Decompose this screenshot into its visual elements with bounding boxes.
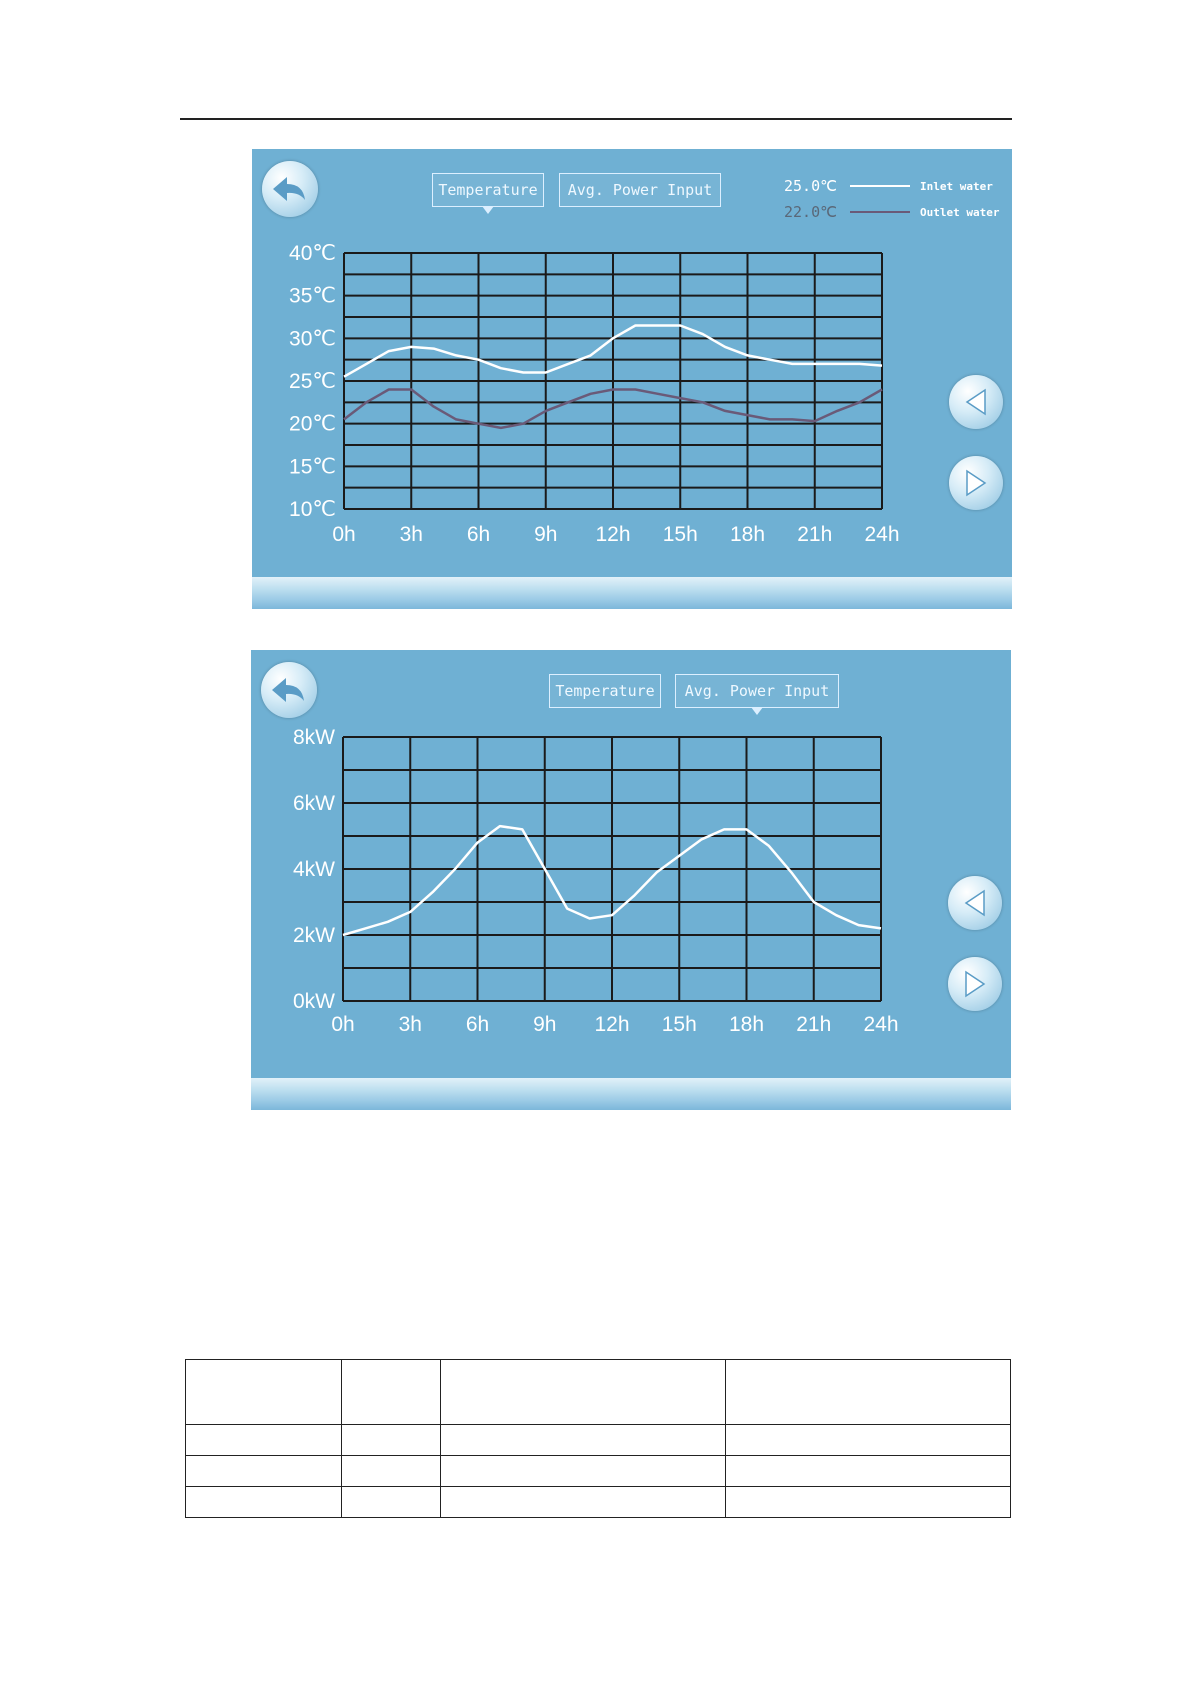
y-tick-label: 20℃ <box>289 412 336 436</box>
document-table <box>185 1359 1011 1518</box>
x-tick-label: 9h <box>533 1013 557 1036</box>
x-tick-label: 6h <box>466 523 491 546</box>
table-cell <box>186 1487 342 1518</box>
x-tick-label: 21h <box>797 523 833 546</box>
y-tick-label: 2kW <box>293 924 335 947</box>
table-cell <box>186 1425 342 1456</box>
water-footer <box>251 1078 1011 1110</box>
table-header-row <box>186 1360 1011 1425</box>
table-cell <box>186 1456 342 1487</box>
power-screen <box>251 650 1011 1110</box>
table-cell <box>440 1487 726 1518</box>
triangle-left-icon[interactable] <box>949 375 1003 429</box>
y-tick-label: 0kW <box>293 990 335 1013</box>
table-cell <box>341 1487 440 1518</box>
table-cell <box>186 1360 342 1425</box>
outlet-water-label: Outlet water <box>920 205 1000 219</box>
table-cell <box>440 1425 726 1456</box>
table-cell <box>341 1456 440 1487</box>
y-tick-label: 8kW <box>293 726 335 749</box>
y-tick-label: 10℃ <box>289 498 336 521</box>
tab-avg-power-input[interactable]: Avg. Power Input <box>675 674 839 708</box>
table-cell <box>341 1360 440 1425</box>
y-tick-label: 6kW <box>293 792 335 815</box>
table-cell <box>726 1456 1011 1487</box>
temperature-screen <box>252 149 1012 609</box>
triangle-left-icon[interactable] <box>948 876 1002 930</box>
table-cell <box>440 1360 726 1425</box>
table-cell <box>726 1360 1011 1425</box>
table-row <box>186 1487 1011 1518</box>
x-tick-label: 3h <box>399 523 423 546</box>
x-tick-label: 0h <box>331 1013 355 1036</box>
x-tick-label: 12h <box>594 1013 630 1036</box>
x-tick-label: 24h <box>863 1013 899 1036</box>
table-cell <box>726 1425 1011 1456</box>
tab-temperature[interactable]: Temperature <box>549 674 661 708</box>
power-chart <box>251 650 1011 1110</box>
triangle-right-icon[interactable] <box>948 957 1002 1011</box>
table-row <box>186 1456 1011 1487</box>
table-cell <box>726 1487 1011 1518</box>
x-tick-label: 9h <box>534 523 558 546</box>
x-tick-label: 12h <box>595 523 631 546</box>
x-tick-label: 0h <box>332 523 356 546</box>
inlet-water-value: 25.0℃ <box>784 177 837 195</box>
table-cell <box>341 1425 440 1456</box>
tab-temperature[interactable]: Temperature <box>432 173 544 207</box>
tab-avg-power-input[interactable]: Avg. Power Input <box>559 173 721 207</box>
x-tick-label: 6h <box>465 1013 490 1036</box>
table-cell <box>440 1456 726 1487</box>
y-tick-label: 25℃ <box>289 370 336 393</box>
y-tick-label: 15℃ <box>289 455 336 479</box>
x-tick-label: 18h <box>729 523 766 546</box>
x-tick-label: 15h <box>661 1013 697 1036</box>
triangle-right-icon[interactable] <box>949 456 1003 510</box>
y-tick-label: 30℃ <box>289 327 336 351</box>
x-tick-label: 15h <box>662 523 698 546</box>
y-tick-label: 35℃ <box>289 284 336 308</box>
x-tick-label: 24h <box>864 523 900 546</box>
x-tick-label: 3h <box>398 1013 422 1036</box>
table-row <box>186 1425 1011 1456</box>
y-tick-label: 40℃ <box>289 242 336 265</box>
x-tick-label: 18h <box>728 1013 765 1036</box>
y-tick-label: 4kW <box>293 858 335 881</box>
page-header-rule <box>180 118 1012 120</box>
water-footer <box>252 577 1012 609</box>
outlet-water-value: 22.0℃ <box>784 203 837 221</box>
inlet-water-label: Inlet water <box>920 179 993 193</box>
x-tick-label: 21h <box>796 1013 832 1036</box>
temperature-chart <box>252 149 1012 609</box>
